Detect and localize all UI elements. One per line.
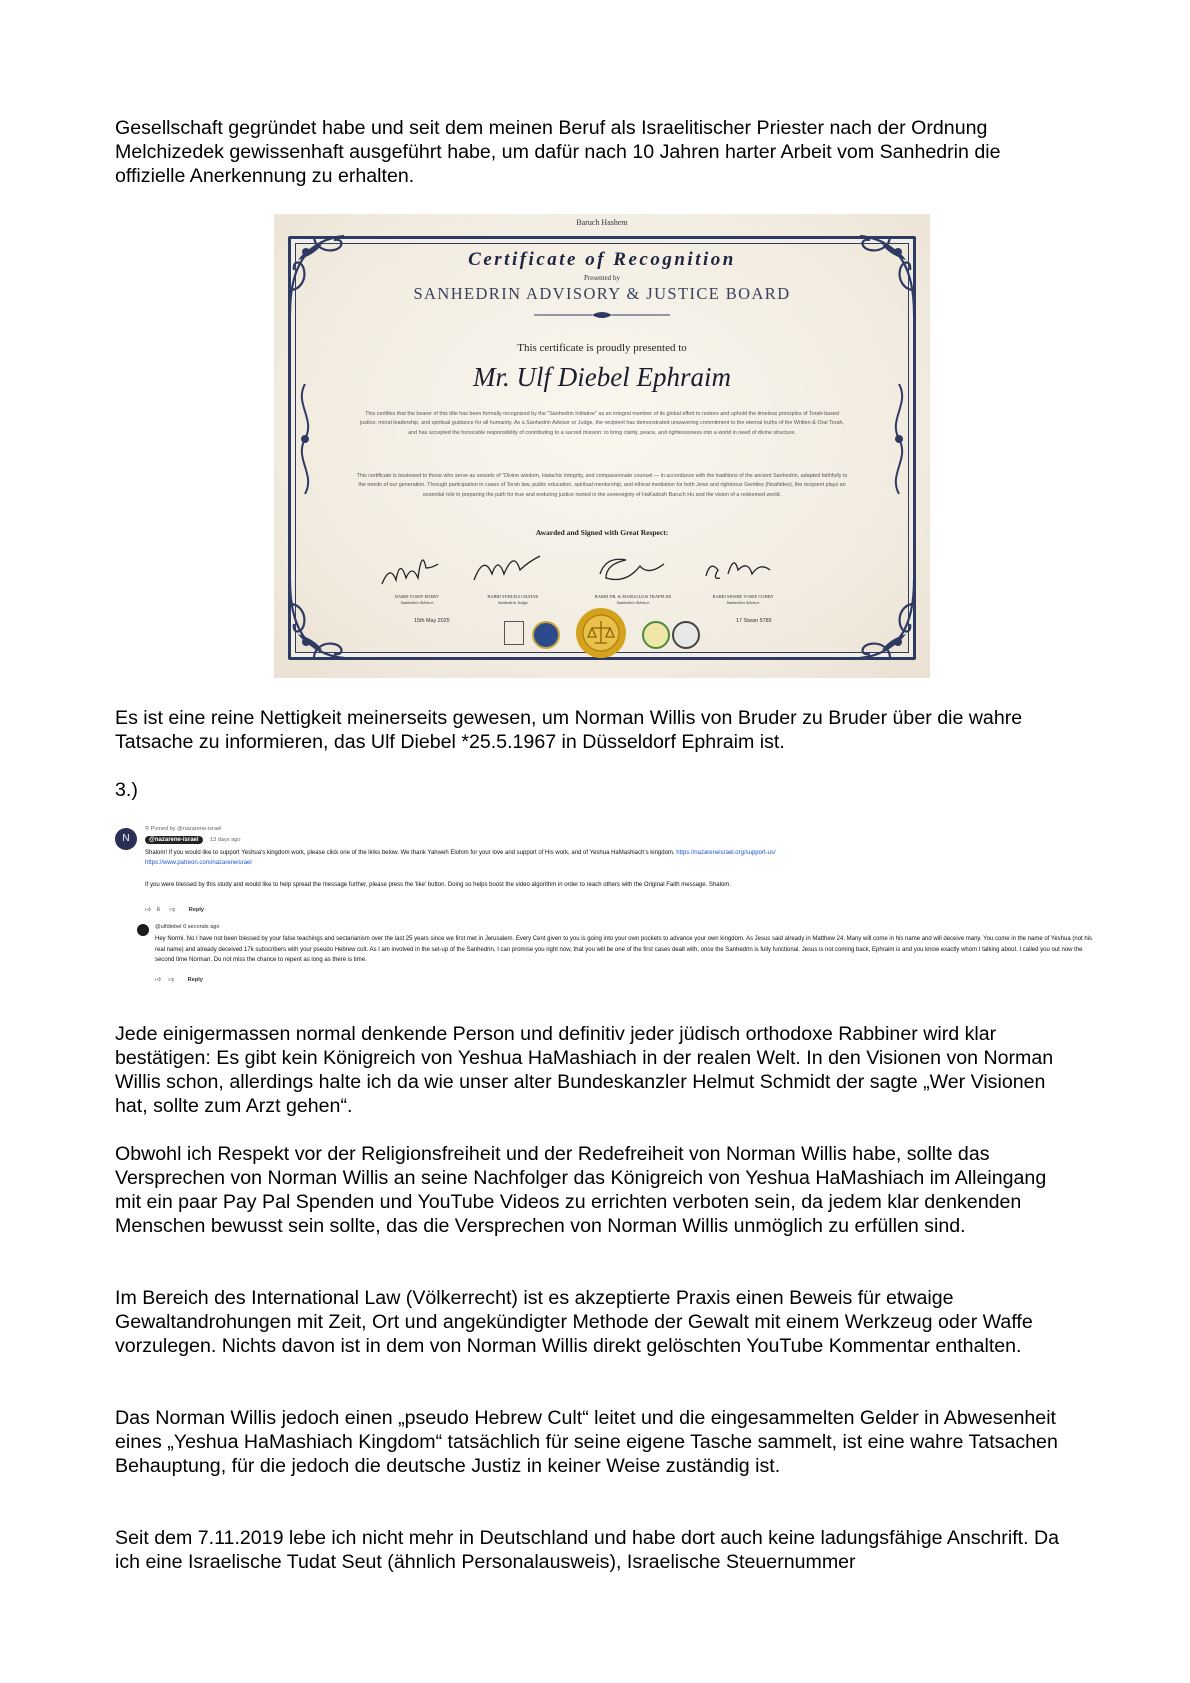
signatory-4: RABBI MOSHE YOSEF COHEN Sanhedrin Advisor <box>712 594 774 605</box>
signatory-1: RABBI YOSEF EDERY Sanhedrin Advisor <box>395 594 439 605</box>
certificate-top-line: Baruch Hashem <box>576 218 628 227</box>
signatory-3: RABBI DR. & MARGOLIOS TRAPPLER Sanhedrin Advisor <box>594 594 672 605</box>
certificate-proudly-presented: This certificate is proudly presented to <box>517 342 687 354</box>
certificate-awarded: Awarded and Signed with Great Respect: <box>535 528 669 537</box>
paragraph-4: Jede einigermassen normal denkende Person und definitiv jeder jüdisch orthodoxe Rabbiner wird klar bestätigen: Es gibt kein Königreich von Yeshua HaMashiach in der realen Welt. In den Visionen von Norman Willis schon, allerdings halte ich da wie unser alter Bundeskanzler Helmut Schmidt der sagte „Wer Visionen hat, sollte zum Arzt gehen“. <box>115 1023 1054 1117</box>
comment-time[interactable]: 13 days ago <box>210 837 241 843</box>
paragraph-6: Im Bereich des International Law (Völkerrecht) ist es akzeptierte Praxis einen Beweis für etwaige Gewaltandrohungen mit Zeit, Ort und angekündigter Methode der Gewalt mit einem Werkzeug oder Waffe vorzulegen. Nichts davon ist in dem von Norman Willis direkt gelöschten YouTube Kommentar enthalten. <box>115 1287 1033 1357</box>
certificate-date-right: 17 Siwan 5785 <box>736 618 772 624</box>
channel-handle[interactable]: @nazarene-israel <box>145 836 203 844</box>
reply-button[interactable]: Reply <box>187 977 203 983</box>
dislike-icon[interactable]: 👎︎ <box>168 977 175 983</box>
reply-time[interactable]: 0 seconds ago <box>183 924 220 930</box>
reply-username-line <box>155 924 219 930</box>
ornament-side-icon <box>886 384 912 494</box>
paragraph-5: Obwohl ich Respekt vor der Religionsfreiheit und der Redefreiheit von Norman Willis habe, sollte das Versprechen von Norman Willis an seine Nachfolger das Königreich von Yeshua HaMashiach im Alleingang mit ein paar Pay Pal Spenden und YouTube Videos zu errichten verboten sein, da jedem klar denkenden Menschen bewusst sein sollte, das die Versprechen von Norman Willis unmöglich zu erfüllen sind. <box>115 1143 1047 1237</box>
ornament-corner-icon <box>284 574 374 664</box>
certificate-board: SANHEDRIN ADVISORY & JUSTICE BOARD <box>413 284 791 303</box>
signatory-2: RABBI YEHUDA CHATAK Sanhedrin Judge <box>487 594 539 605</box>
certificate-title: Certificate of Recognition <box>468 249 736 270</box>
reply-actions <box>155 976 203 983</box>
dislike-icon[interactable]: 👎︎ <box>169 907 176 913</box>
certificate-presented-by: Presented by <box>584 274 620 282</box>
ornament-corner-icon <box>830 574 920 664</box>
signature-2 <box>466 544 556 596</box>
comment-actions <box>145 906 204 913</box>
gold-seal-icon <box>574 606 628 660</box>
like-count: 6 <box>156 907 160 913</box>
signature-1 <box>372 544 462 596</box>
patreon-link[interactable]: https://www.patreon.com/nazareneisrael <box>145 860 252 866</box>
pinned-comment-text-2: If you were blessed by this study and would like to help spread the message further, please press the 'like' button. Doing so helps boost the video algorithm in order to reach others with the Original Faith message. Shalom. <box>145 882 731 888</box>
ornament-side-icon <box>292 384 318 494</box>
paragraph-7: Das Norman Willis jedoch einen „pseudo Hebrew Cult“ leitet und die eingesammelten Gelder in Abwesenheit eines „Yeshua HaMashiach Kingdom“ tatsächlich für seine eigene Tasche sammelt, ist eine wahre Tatsachen Behauptung, für die jedoch die deutsche Justiz in keiner Weise zuständig ist. <box>115 1407 1058 1477</box>
council-logo-icon <box>672 621 700 649</box>
certificate-image <box>274 214 930 678</box>
reply-user-avatar[interactable] <box>137 924 149 936</box>
signature-4 <box>698 544 788 596</box>
like-icon[interactable]: 👍︎ <box>155 977 161 983</box>
channel-avatar[interactable]: N <box>115 828 137 850</box>
like-icon[interactable]: 👍︎ <box>145 907 151 913</box>
paragraph-intro: Gesellschaft gegründet habe und seit dem meinen Beruf als Israelitischer Priester nach der Ordnung Melchizedek gewissenhaft ausgeführt habe, um dafür nach 10 Jahren harter Arbeit vom Sanhedrin die offizielle Anerkennung zu erhalten. <box>115 117 1001 187</box>
institution-logo-icon <box>504 621 524 645</box>
support-link[interactable]: https://nazareneisrael.org/support-us/ <box>676 850 776 856</box>
flourish-divider-icon <box>274 307 930 325</box>
pin-icon: ⚲ <box>145 826 151 832</box>
paragraph-8: Seit dem 7.11.2019 lebe ich nicht mehr in Deutschland und habe dort auch keine ladungsfähige Anschrift. Da ich eine Israelische Tudat Seut (ähnlich Personalausweis), Israelische Steuernummer <box>115 1527 1060 1573</box>
paragraph-2: Es ist eine reine Nettigkeit meinerseits gewesen, um Norman Willis von Bruder zu Bruder über die wahre Tatsache zu informieren, das Ulf Diebel *25.5.1967 in Düsseldorf Ephraim ist. <box>115 707 1023 753</box>
section-number: 3.) <box>115 779 138 801</box>
certificate-body-1: This certifies that the bearer of this title has been formally recognized by the "Sanhedrin Initiative" as an integral member of its global effort to restore and uphold the timeless principles of Torah-based justice, moral leadership, and spiritual guidance for all humanity. As a Sanhedrin Advisor or Judge, the recipient has demonstrated unwavering commitment to the eternal truths of the Written & Oral Torah, and has accepted the honorable responsibility of contributing to a sacred mission: to bring clarity, peace, and righteousness into a world in need of divine structure. <box>360 411 844 436</box>
emblem-logo-icon <box>532 621 560 649</box>
comment-screenshot <box>115 826 1093 986</box>
pinned-comment-text: Shalom! If you would like to support Yeshua's kingdom work, please click one of the links below. We thank Yahweh Elohim for your love and support of His work, and of Yeshua HaMashiach's kingdom. https://nazareneisrael.org/support-us/ https://www.patreon.com/nazareneisrael <box>145 850 776 866</box>
reply-button[interactable]: Reply <box>188 907 205 913</box>
certificate-date-left: 15th May 2025 <box>414 618 450 624</box>
noahide-logo-icon <box>642 621 670 649</box>
signature-3 <box>586 544 676 596</box>
certificate-body-2: This certificate is bestowed to those who serve as vessels of "Divine wisdom, Halachic integrity, and compassionate counsel — in accordance with the traditions of the ancient Sanhedrin, adapted faithfully to the needs of our generation. Through participation in cases of Torah law, public education, spiritual mentorship, and ethical mediation for both Jews and righteous Gentiles (Noahides), the recipient plays an essential role in preparing the path for true and enduring justice rooted in the sovereignty of HaKadosh Baruch Hu and the vision of a redeemed world. <box>356 473 848 498</box>
pinned-label: ⚲ Pinned by @nazarene-israel <box>145 826 222 832</box>
reply-username[interactable]: @ulfdiebel <box>155 924 182 930</box>
certificate-recipient: Mr. Ulf Diebel Ephraim <box>473 362 731 392</box>
reply-comment-text: Hey Normi. No I have not been blessed by your false teachings and sectarianism over the last 25 years since we first met in Jerusalem. Every Cent given to you is going into your own pockets to advance your own kingdom. As Jesus said already in Matthew 24. Many will come in his name and will deceive many. You come in the name of Yeshua (not his real name) and already deceived 17k subscribers with your pseudo Hebrew cult. As I am involved in the set-up of the Sanhedrin, I can promise you right now, that you will be one of the first cases dealt with, once the Sanhedrin is fully functional. Jesus is not coming back, Ephraim is and you know exactly whom I talking about. I called you out now the second time Norman. Do not miss the chance to repent as long as there is time. <box>155 936 1093 963</box>
